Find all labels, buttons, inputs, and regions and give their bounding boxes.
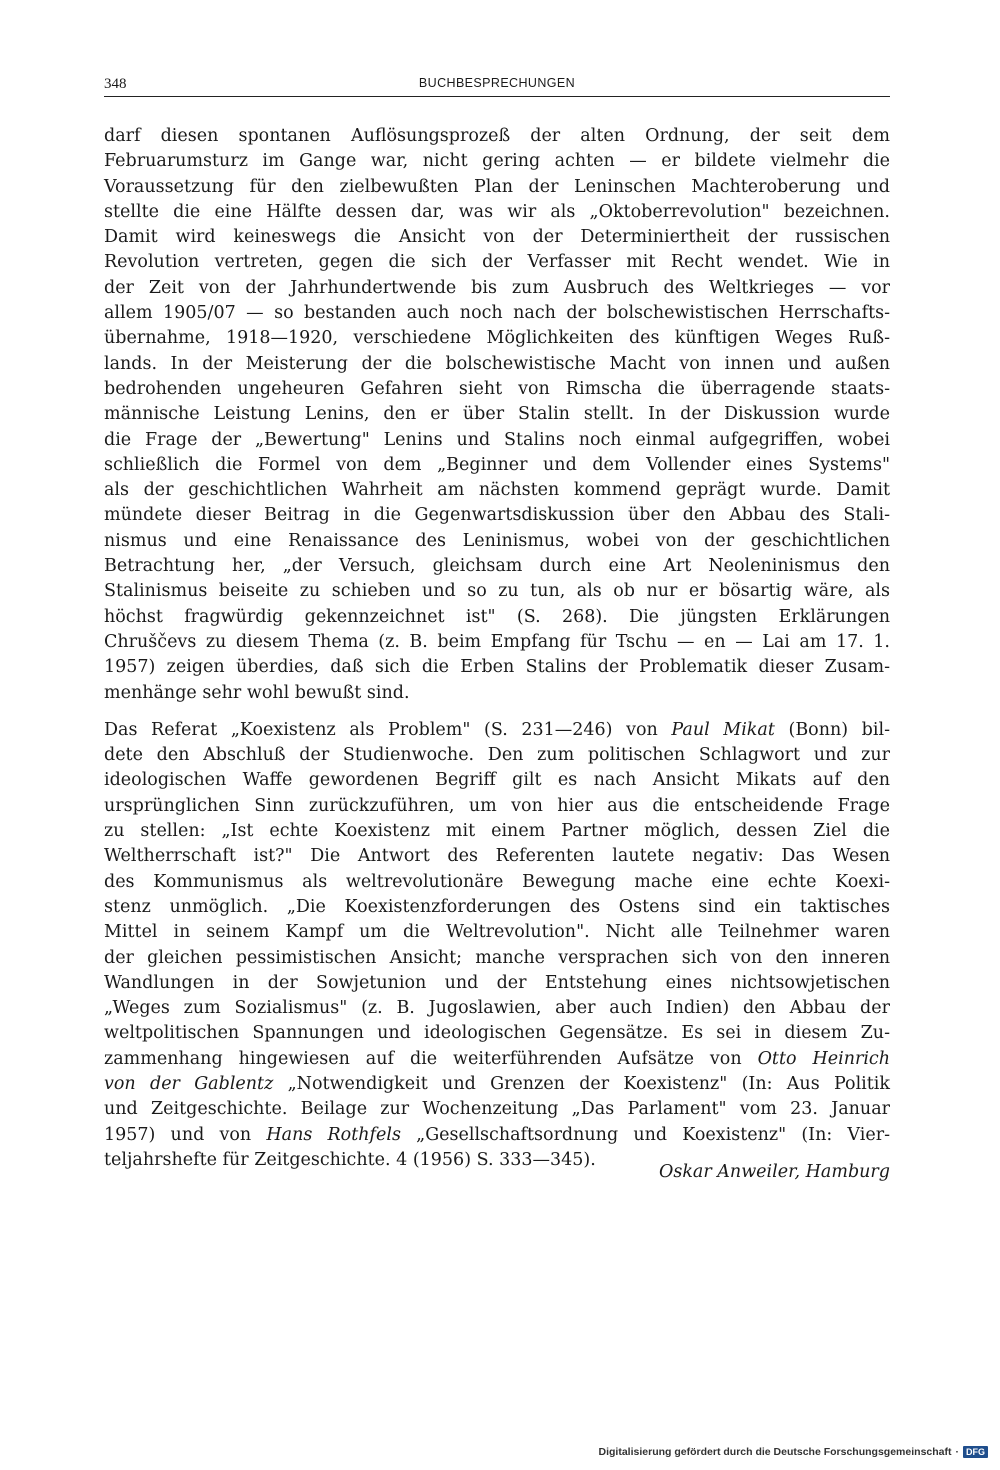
text-line: und Zeitgeschichte. Beilage zur Wochenzeitung „Das Parlament" vom 23. Januar [104,1099,890,1120]
text-line: stellte die eine Hälfte dessen dar, was wir als „Oktoberrevolution" bezeichnen. [104,201,890,222]
text-line: 1957) zeigen überdies, daß sich die Erben Stalins der Problematik dieser Zusam- [104,657,890,678]
text-line: Chruščevs zu diesem Thema (z. B. beim Empfang für Tschu — en — Lai am 17. 1. [104,631,890,652]
paragraph-2 [104,718,890,1173]
author-name: Hans Rothfels [266,1124,401,1145]
text-line: Revolution vertreten, gegen die sich der Verfasser mit Recht wendet. Wie in [104,252,890,273]
author-name: von der Gablentz [104,1073,274,1094]
text-line: bedrohenden ungeheuren Gefahren sieht von Rimscha die überragende staats- [104,378,890,399]
text-line: schließlich die Formel von dem „Beginner und dem Vollender eines Systems" [104,454,890,475]
text-segment: „Notwendigkeit und Grenzen der Koexistenz" (In: Aus Politik [273,1073,890,1094]
text-line: Mittel in seinem Kampf um die Weltrevolution". Nicht alle Teilnehmer waren [104,922,890,943]
text-line: als der geschichtlichen Wahrheit am nächsten kommend geprägt wurde. Damit [104,480,890,501]
text-line: darf diesen spontanen Auflösungsprozeß der alten Ordnung, der seit dem [104,126,890,146]
text-line: männische Leistung Lenins, den er über Stalin stellt. In der Diskussion wurde [104,404,890,425]
article-body [104,124,890,1173]
text-line: des Kommunismus als weltrevolutionäre Bewegung mache eine echte Koexi- [104,871,890,892]
text-line: allem 1905/07 — so bestanden auch noch nach der bolschewistischen Herrschafts- [104,303,890,324]
text-segment: „Gesellschaftsordnung und Koexistenz" (In: Vier- [400,1124,890,1145]
text-line: lands. In der Meisterung der die bolschewistische Macht von innen und außen [104,353,890,374]
page-header [104,74,890,97]
text-line: dete den Abschluß der Studienwoche. Den zum politischen Schlagwort und zur [104,745,890,766]
text-line: ideologischen Waffe gewordenen Begriff gilt es nach Ansicht Mikats auf den [104,770,890,791]
text-line: nismus und eine Renaissance des Leninismus, wobei von der geschichtlichen [104,530,890,551]
footer-separator: · [955,1446,959,1458]
text-line: stenz unmöglich. „Die Koexistenzforderungen des Ostens sind ein taktisches [104,896,890,917]
text-line: ursprünglichen Sinn zurückzuführen, um von hier aus die entscheidende Frage [104,795,890,816]
running-head: BUCHBESPRECHUNGEN [418,76,576,90]
author-name: Otto Heinrich [757,1048,891,1069]
dfg-logo-icon: DFG [963,1446,988,1458]
text-segment: Das Referat „Koexistenz als Problem" (S. 231—246) von [104,719,672,740]
text-line: weltpolitischen Spannungen und ideologischen Gegensätze. Es sei in diesem Zu- [104,1023,890,1044]
reviewer-signature: Oskar Anweiler, Hamburg [659,1162,890,1182]
text-line: Betrachtung her, „der Versuch, gleichsam durch eine Art Neoleninismus den [104,556,890,577]
text-line: übernahme, 1918—1920, verschiedene Möglichkeiten des künftigen Weges Ruß- [104,328,890,349]
text-segment: 1957) und von [104,1124,267,1145]
funding-notice: Digitalisierung gefördert durch die Deutsche Forschungsgemeinschaft [598,1446,952,1458]
text-line: zu stellen: „Ist echte Koexistenz mit einem Partner möglich, dessen Ziel die [104,821,890,842]
text-line: menhänge sehr wohl bewußt sind. [104,682,410,703]
text-line: Stalinismus beiseite zu schieben und so zu tun, als ob nur er bösartig wäre, als [104,581,890,602]
text-line: Weltherrschaft ist?" Die Antwort des Referenten lautete negativ: Das Wesen [104,846,890,867]
text-line: der gleichen pessimistischen Ansicht; manche versprachen sich von den inneren [104,947,890,968]
text-segment: (Bonn) bil- [774,719,890,740]
text-line [104,718,890,743]
text-line: der Zeit von der Jahrhundertwende bis zum Ausbruch des Weltkrieges — vor [104,277,890,298]
page-footer [599,1446,988,1458]
author-name: Paul Mikat [671,719,775,740]
text-line: mündete dieser Beitrag in die Gegenwartsdiskussion über den Abbau des Stali- [104,505,890,526]
text-line [104,1072,890,1097]
text-line: Voraussetzung für den zielbewußten Plan der Leninschen Machteroberung und [104,176,890,197]
paragraph-1 [104,124,890,706]
text-line: „Weges zum Sozialismus" (z. B. Jugoslawien, aber auch Indien) den Abbau der [104,998,890,1019]
text-line: teljahrshefte für Zeitgeschichte. 4 (1956) S. 333—345). [104,1149,596,1170]
text-line: Damit wird keineswegs die Ansicht von der Determiniertheit der russischen [104,227,890,248]
page-number: 348 [104,76,127,92]
text-segment: zammenhang hingewiesen auf die weiterführenden Aufsätze von [104,1048,758,1069]
text-line: höchst fragwürdig gekennzeichnet ist" (S. 268). Die jüngsten Erklärungen [104,606,890,627]
text-line: Februarumsturz im Gange war, nicht gering achten — er bildete vielmehr die [104,151,890,172]
text-line: Wandlungen in der Sowjetunion und der Entstehung eines nichtsowjetischen [104,972,890,993]
text-line [104,1047,890,1072]
text-line [104,1123,890,1148]
text-line: die Frage der „Bewertung" Lenins und Stalins noch einmal aufgegriffen, wobei [104,429,890,450]
